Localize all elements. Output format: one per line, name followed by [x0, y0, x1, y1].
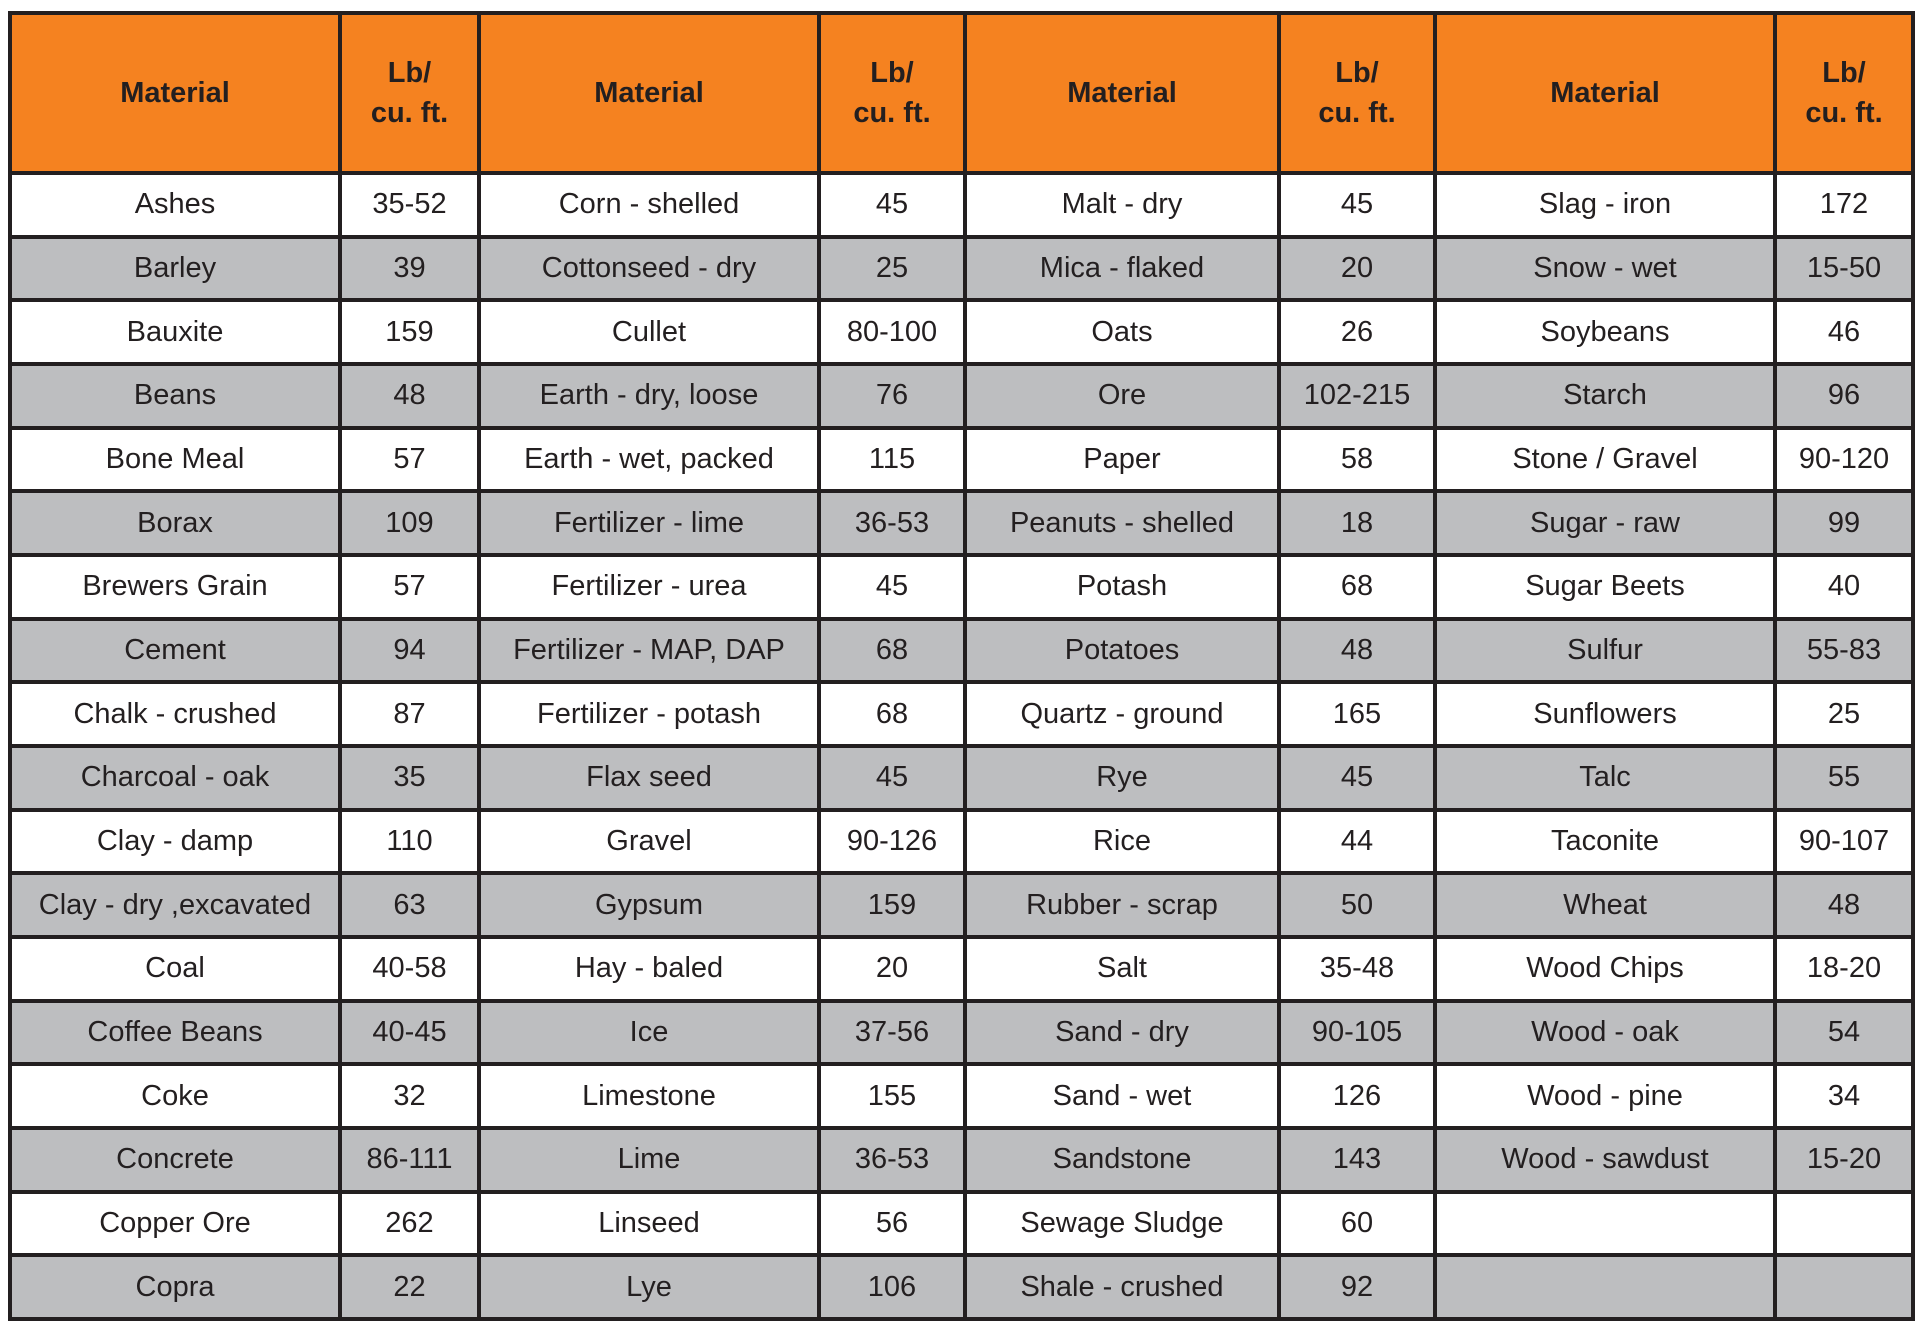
material-cell: Ice: [479, 1001, 819, 1065]
density-cell: 48: [1775, 873, 1913, 937]
density-cell: 94: [340, 619, 479, 683]
density-cell: 36-53: [819, 491, 965, 555]
table-row: [10, 555, 1913, 619]
density-cell: 37-56: [819, 1001, 965, 1065]
density-cell: 106: [819, 1255, 965, 1319]
density-cell: 35-52: [340, 173, 479, 237]
material-cell: Oats: [965, 300, 1279, 364]
density-cell: [1775, 1255, 1913, 1319]
density-cell: 96: [1775, 364, 1913, 428]
material-cell: Coffee Beans: [10, 1001, 340, 1065]
material-cell: Cottonseed - dry: [479, 237, 819, 301]
material-cell: Rice: [965, 810, 1279, 874]
table-row: [10, 1192, 1913, 1256]
material-cell: Earth - dry, loose: [479, 364, 819, 428]
table-row: [10, 937, 1913, 1001]
material-cell: Earth - wet, packed: [479, 428, 819, 492]
density-cell: 35: [340, 746, 479, 810]
material-cell: Sandstone: [965, 1128, 1279, 1192]
table-row: [10, 491, 1913, 555]
material-cell: [1435, 1255, 1775, 1319]
density-header-line1: Lb/: [1335, 57, 1379, 89]
material-cell: Cullet: [479, 300, 819, 364]
density-cell: 40-45: [340, 1001, 479, 1065]
table-row: [10, 364, 1913, 428]
material-cell: Fertilizer - MAP, DAP: [479, 619, 819, 683]
material-cell: Peanuts - shelled: [965, 491, 1279, 555]
density-cell: 34: [1775, 1064, 1913, 1128]
density-header-line1: Lb/: [1822, 57, 1866, 89]
density-cell: 90-105: [1279, 1001, 1435, 1065]
material-cell: Sewage Sludge: [965, 1192, 1279, 1256]
density-cell: 99: [1775, 491, 1913, 555]
density-cell: 68: [819, 619, 965, 683]
material-cell: Bauxite: [10, 300, 340, 364]
material-cell: Quartz - ground: [965, 682, 1279, 746]
density-cell: 109: [340, 491, 479, 555]
density-cell: 172: [1775, 173, 1913, 237]
density-cell: 25: [1775, 682, 1913, 746]
table-row: [10, 173, 1913, 237]
density-cell: 115: [819, 428, 965, 492]
density-cell: 110: [340, 810, 479, 874]
material-cell: Taconite: [1435, 810, 1775, 874]
density-cell: 87: [340, 682, 479, 746]
density-cell: 80-100: [819, 300, 965, 364]
table-row: [10, 1128, 1913, 1192]
material-cell: Paper: [965, 428, 1279, 492]
density-cell: 15-50: [1775, 237, 1913, 301]
material-cell: Charcoal - oak: [10, 746, 340, 810]
material-cell: Bone Meal: [10, 428, 340, 492]
material-cell: Gravel: [479, 810, 819, 874]
density-cell: 45: [819, 555, 965, 619]
material-cell: Beans: [10, 364, 340, 428]
material-cell: Rubber - scrap: [965, 873, 1279, 937]
material-cell: Shale - crushed: [965, 1255, 1279, 1319]
material-cell: Wheat: [1435, 873, 1775, 937]
density-cell: 90-107: [1775, 810, 1913, 874]
material-cell: Lye: [479, 1255, 819, 1319]
table-row: [10, 1255, 1913, 1319]
density-header-line2: cu. ft.: [853, 97, 931, 129]
material-cell: Ashes: [10, 173, 340, 237]
density-cell: 90-126: [819, 810, 965, 874]
material-cell: Wood - sawdust: [1435, 1128, 1775, 1192]
density-cell: 165: [1279, 682, 1435, 746]
density-header-line2: cu. ft.: [1318, 97, 1396, 129]
material-cell: Mica - flaked: [965, 237, 1279, 301]
density-header: [1279, 13, 1435, 173]
material-cell: Sand - dry: [965, 1001, 1279, 1065]
density-cell: 92: [1279, 1255, 1435, 1319]
table-body: [10, 173, 1913, 1319]
material-header: Material: [10, 13, 340, 173]
density-cell: 26: [1279, 300, 1435, 364]
density-cell: 44: [1279, 810, 1435, 874]
density-cell: 159: [340, 300, 479, 364]
material-cell: Fertilizer - potash: [479, 682, 819, 746]
density-cell: 60: [1279, 1192, 1435, 1256]
material-cell: Sand - wet: [965, 1064, 1279, 1128]
density-cell: 143: [1279, 1128, 1435, 1192]
density-cell: 40-58: [340, 937, 479, 1001]
density-cell: 20: [819, 937, 965, 1001]
density-cell: 48: [1279, 619, 1435, 683]
header-row: [10, 13, 1913, 173]
material-cell: Concrete: [10, 1128, 340, 1192]
density-cell: 48: [340, 364, 479, 428]
material-cell: Coal: [10, 937, 340, 1001]
material-cell: Starch: [1435, 364, 1775, 428]
table-row: [10, 1064, 1913, 1128]
density-cell: 68: [819, 682, 965, 746]
table-row: [10, 619, 1913, 683]
density-cell: 56: [819, 1192, 965, 1256]
material-cell: Slag - iron: [1435, 173, 1775, 237]
density-cell: 20: [1279, 237, 1435, 301]
material-cell: Chalk - crushed: [10, 682, 340, 746]
material-cell: Wood - oak: [1435, 1001, 1775, 1065]
table-row: [10, 873, 1913, 937]
density-cell: 86-111: [340, 1128, 479, 1192]
material-cell: Limestone: [479, 1064, 819, 1128]
density-cell: 159: [819, 873, 965, 937]
density-cell: [1775, 1192, 1913, 1256]
density-cell: 57: [340, 555, 479, 619]
density-header: [819, 13, 965, 173]
material-cell: Soybeans: [1435, 300, 1775, 364]
material-density-table: [8, 11, 1915, 1321]
material-cell: Corn - shelled: [479, 173, 819, 237]
density-header: [340, 13, 479, 173]
density-header-line2: cu. ft.: [1805, 97, 1883, 129]
density-cell: 45: [1279, 173, 1435, 237]
material-cell: Clay - damp: [10, 810, 340, 874]
material-cell: Lime: [479, 1128, 819, 1192]
density-cell: 18: [1279, 491, 1435, 555]
material-cell: Clay - dry ,excavated: [10, 873, 340, 937]
material-cell: Hay - baled: [479, 937, 819, 1001]
density-header-line1: Lb/: [387, 57, 432, 89]
material-cell: Fertilizer - urea: [479, 555, 819, 619]
material-cell: Snow - wet: [1435, 237, 1775, 301]
material-cell: Copper Ore: [10, 1192, 340, 1256]
material-cell: Brewers Grain: [10, 555, 340, 619]
density-cell: 15-20: [1775, 1128, 1913, 1192]
material-cell: Ore: [965, 364, 1279, 428]
material-header: Material: [1435, 13, 1775, 173]
density-cell: 58: [1279, 428, 1435, 492]
density-cell: 36-53: [819, 1128, 965, 1192]
density-header-line1: Lb/: [870, 57, 914, 89]
material-header: Material: [965, 13, 1279, 173]
density-cell: 76: [819, 364, 965, 428]
material-cell: Barley: [10, 237, 340, 301]
table-row: [10, 428, 1913, 492]
table-row: [10, 300, 1913, 364]
density-cell: 155: [819, 1064, 965, 1128]
material-cell: Flax seed: [479, 746, 819, 810]
material-cell: Malt - dry: [965, 173, 1279, 237]
density-cell: 32: [340, 1064, 479, 1128]
density-cell: 45: [819, 746, 965, 810]
table-row: [10, 746, 1913, 810]
material-cell: Copra: [10, 1255, 340, 1319]
density-cell: 55-83: [1775, 619, 1913, 683]
material-cell: Wood Chips: [1435, 937, 1775, 1001]
density-cell: 18-20: [1775, 937, 1913, 1001]
material-cell: Coke: [10, 1064, 340, 1128]
density-cell: 57: [340, 428, 479, 492]
material-cell: Wood - pine: [1435, 1064, 1775, 1128]
density-cell: 40: [1775, 555, 1913, 619]
material-cell: Potash: [965, 555, 1279, 619]
table-row: [10, 810, 1913, 874]
material-cell: Rye: [965, 746, 1279, 810]
density-cell: 46: [1775, 300, 1913, 364]
density-cell: 50: [1279, 873, 1435, 937]
density-header-line2: cu. ft.: [370, 97, 449, 129]
material-cell: Sunflowers: [1435, 682, 1775, 746]
density-cell: 126: [1279, 1064, 1435, 1128]
density-cell: 45: [1279, 746, 1435, 810]
material-cell: Stone / Gravel: [1435, 428, 1775, 492]
density-cell: 90-120: [1775, 428, 1913, 492]
density-cell: 25: [819, 237, 965, 301]
density-cell: 39: [340, 237, 479, 301]
material-header: Material: [479, 13, 819, 173]
material-cell: Sugar Beets: [1435, 555, 1775, 619]
density-header: [1775, 13, 1913, 173]
material-cell: [1435, 1192, 1775, 1256]
table-row: [10, 682, 1913, 746]
material-cell: Potatoes: [965, 619, 1279, 683]
density-cell: 55: [1775, 746, 1913, 810]
density-cell: 22: [340, 1255, 479, 1319]
density-cell: 102-215: [1279, 364, 1435, 428]
material-cell: Cement: [10, 619, 340, 683]
material-cell: Sugar - raw: [1435, 491, 1775, 555]
material-cell: Gypsum: [479, 873, 819, 937]
material-cell: Sulfur: [1435, 619, 1775, 683]
density-cell: 45: [819, 173, 965, 237]
table-row: [10, 237, 1913, 301]
density-cell: 63: [340, 873, 479, 937]
material-cell: Linseed: [479, 1192, 819, 1256]
density-cell: 35-48: [1279, 937, 1435, 1001]
material-cell: Borax: [10, 491, 340, 555]
density-cell: 54: [1775, 1001, 1913, 1065]
material-cell: Salt: [965, 937, 1279, 1001]
table-row: [10, 1001, 1913, 1065]
density-cell: 68: [1279, 555, 1435, 619]
material-cell: Fertilizer - lime: [479, 491, 819, 555]
density-cell: 262: [340, 1192, 479, 1256]
material-cell: Talc: [1435, 746, 1775, 810]
